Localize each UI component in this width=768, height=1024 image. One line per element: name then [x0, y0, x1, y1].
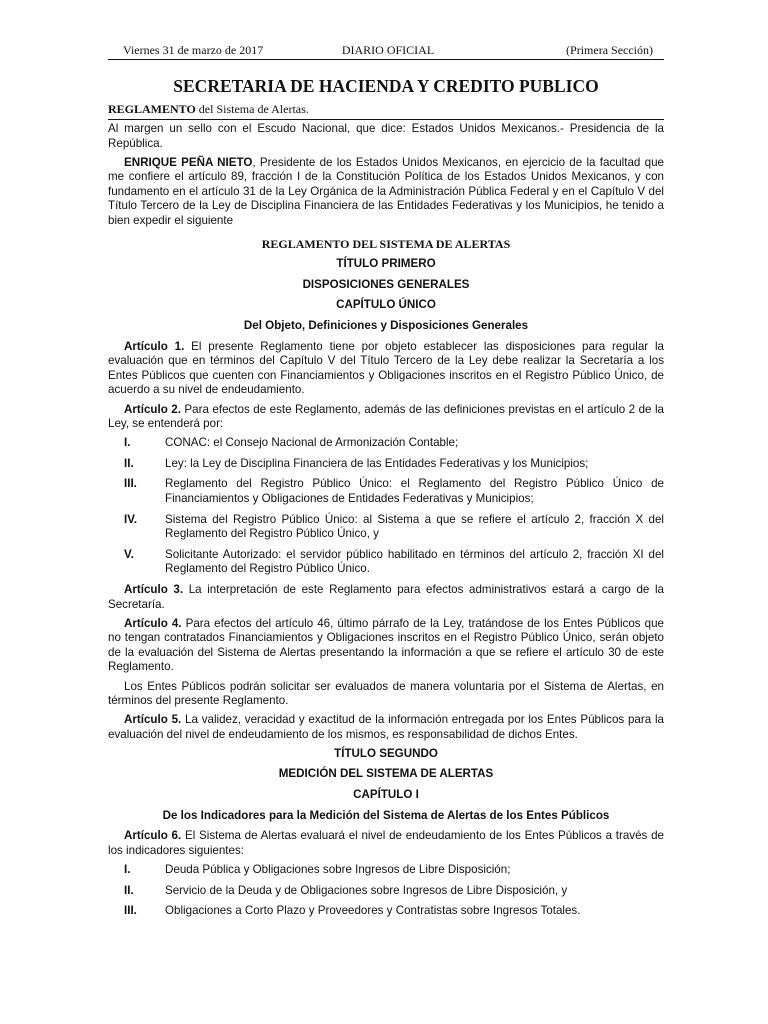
heading-titulo-segundo: TÍTULO SEGUNDO: [334, 746, 438, 760]
list-item-number: I.: [124, 436, 131, 450]
list-item-text: Ley: la Ley de Disciplina Financiera de las Entidades Federativas y los Municipios;: [165, 456, 589, 470]
decree-rest: del Sistema de Alertas.: [195, 102, 309, 116]
list-item-text: Solicitante Autorizado: el servidor público habilitado en términos del artículo 2, fracción XI del Reglamento del Registro Público Único.: [165, 547, 664, 576]
list-item-text: Sistema del Registro Público Único: al Sistema a que se refiere el artículo 2, fracción X del Reglamento del Registro Público Único, y: [165, 512, 664, 541]
article-4-extra: Los Entes Públicos podrán solicitar ser evaluados de manera voluntaria por el Sistema de Alertas, en términos del presente Reglamento.: [108, 679, 664, 708]
list-item: [108, 548, 664, 577]
list-item-number: II.: [124, 883, 134, 897]
list-item-text: CONAC: el Consejo Nacional de Armonización Contable;: [165, 436, 459, 450]
article-5: [108, 713, 664, 742]
heading-titulo-primero: TÍTULO PRIMERO: [336, 257, 436, 271]
heading-objeto: Del Objeto, Definiciones y Disposiciones Generales: [243, 319, 529, 333]
article-6: [108, 829, 664, 858]
header-section: (Primera Sección): [566, 43, 653, 57]
header-date: Viernes 31 de marzo de 2017: [123, 43, 264, 57]
ministry-title: SECRETARIA DE HACIENDA Y CREDITO PUBLICO: [173, 76, 599, 96]
article-4: [108, 617, 664, 675]
list-item-number: III.: [124, 477, 137, 491]
list-item-text: Servicio de la Deuda y de Obligaciones sobre Ingresos de Libre Disposición, y: [165, 883, 568, 897]
article-3-text: La interpretación de este Reglamento para efectos administrativos estará a cargo de la Secretaría.: [108, 582, 664, 611]
decree-label: REGLAMENTO: [108, 102, 196, 116]
preamble-text: , Presidente de los Estados Unidos Mexicanos, en ejercicio de la facultad que me confiere el artículo 89, fracción I de la Constitución Política de los Estados Unidos Mexicanos, y con fundamento en el artículo 31 de la Ley Orgánica de la Administración Pública Federal y en el Capítulo V del Título Tercero de la Ley de Disciplina Financiera de las Entidades Federativas y los Municipios, he tenido a bien expedir el siguiente: [108, 155, 664, 228]
list-item: [108, 477, 664, 506]
article-5-label: Artículo 5.: [124, 713, 182, 727]
margin-note: Al margen un sello con el Escudo Nacional, que dice: Estados Unidos Mexicanos.- Presidencia de la República.: [108, 122, 664, 150]
article-1-text: El presente Reglamento tiene por objeto establecer las disposiciones para regular la evaluación que en términos del Capítulo V del Título Tercero de la Ley debe realizar la Secretaría a los Entes Públicos que cuenten con Financiamientos y Obligaciones inscritos en el Registro Público Único, de acuerdo a su nivel de endeudamiento.: [108, 339, 664, 397]
list-item: [108, 436, 664, 451]
article-3-label: Artículo 3.: [124, 582, 184, 596]
list-item: [108, 904, 664, 919]
header-rule: [108, 59, 664, 60]
list-item-text: Obligaciones a Corto Plazo y Proveedores y Contratistas sobre Ingresos Totales.: [165, 904, 581, 918]
article-5-text: La validez, veracidad y exactitud de la información entregada por los Entes Públicos para la evaluación del nivel de endeudamiento de los mismos, es responsabilidad de dichos Entes.: [108, 713, 664, 741]
article-6-label: Artículo 6.: [124, 829, 182, 843]
list-item-number: IV.: [124, 512, 138, 526]
list-item-number: I.: [124, 862, 131, 876]
list-item: [108, 513, 664, 542]
president-name: ENRIQUE PEÑA NIETO: [124, 155, 253, 169]
list-item: [108, 863, 664, 878]
article-6-text: El Sistema de Alertas evaluará el nivel de endeudamiento de los Entes Públicos a través de los indicadores siguientes:: [108, 829, 664, 857]
article-1: [108, 340, 664, 398]
list-item: [108, 457, 664, 472]
heading-indicadores: De los Indicadores para la Medición del Sistema de Alertas de los Entes Públicos: [162, 808, 610, 822]
heading-capitulo-unico: CAPÍTULO ÚNICO: [336, 298, 436, 312]
article-2-text: Para efectos de este Reglamento, además de las definiciones previstas en el artículo 2 de la Ley, se entenderá por:: [108, 402, 664, 431]
list-item-number: V.: [124, 547, 134, 561]
list-item-text: Deuda Pública y Obligaciones sobre Ingresos de Libre Disposición;: [165, 862, 511, 876]
list-item-number: III.: [124, 904, 137, 918]
article-1-label: Artículo 1.: [124, 339, 185, 353]
header-publication: DIARIO OFICIAL: [341, 43, 435, 57]
article-2: [108, 403, 664, 432]
heading-medicion: MEDICIÓN DEL SISTEMA DE ALERTAS: [278, 767, 494, 781]
heading-disposiciones: DISPOSICIONES GENERALES: [302, 277, 470, 291]
preamble-paragraph: [108, 156, 664, 229]
heading-capitulo-i: CAPÍTULO I: [353, 788, 419, 802]
decree-title: [108, 102, 664, 116]
list-item-text: Reglamento del Registro Público Único: el Reglamento del Registro Público Único de Financiamientos y Obligaciones de Entidades Federativas y Municipios;: [165, 477, 664, 505]
article-4-label: Artículo 4.: [124, 616, 182, 630]
article-4-text: Para efectos del artículo 46, último párrafo de la Ley, tratándose de los Entes Públicos que no tengan contratados Financiamientos y Obligaciones inscritos en el Registro Público Único, serán objeto de la evaluación del Sistema de Alertas presentando la información a que se refiere el artículo 30 de este Reglamento.: [108, 616, 664, 674]
list-item: [108, 884, 664, 899]
document-body: [108, 122, 664, 925]
article-3: [108, 583, 664, 612]
separator-rule: [108, 119, 664, 120]
article-2-list: [108, 436, 664, 577]
list-item-number: II.: [124, 456, 134, 470]
article-6-list: [108, 863, 664, 919]
heading-reglamento: REGLAMENTO DEL SISTEMA DE ALERTAS: [261, 236, 511, 251]
article-2-label: Artículo 2.: [124, 402, 181, 416]
